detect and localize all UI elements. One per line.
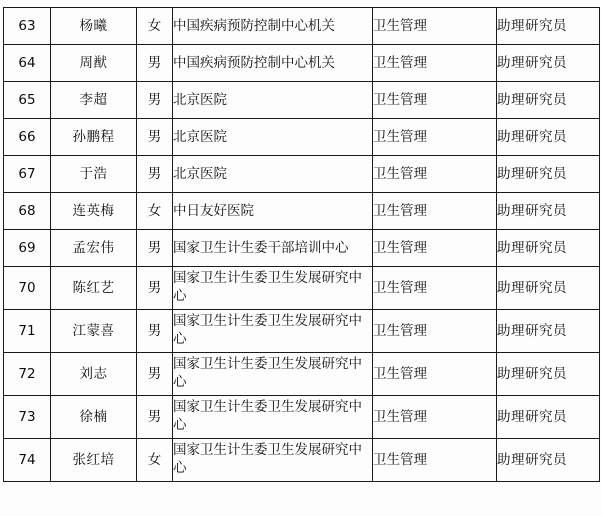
table-cell-category-text: 卫生管理 bbox=[373, 239, 427, 256]
table-cell-title bbox=[497, 396, 600, 439]
table-cell-name bbox=[51, 119, 137, 156]
table-cell-sex bbox=[137, 439, 173, 482]
table-cell-org-text: 北京医院 bbox=[173, 91, 227, 108]
table-cell-org-text: 中国疾病预防控制中心机关 bbox=[173, 54, 335, 71]
table-cell-sex-text: 男 bbox=[147, 408, 162, 425]
table-cell-no-text: 71 bbox=[18, 322, 36, 339]
table-cell-title bbox=[497, 8, 600, 45]
table-cell-name bbox=[51, 310, 137, 353]
table-cell-no bbox=[4, 82, 51, 119]
table-cell-category-text: 卫生管理 bbox=[373, 408, 427, 425]
table-cell-sex-text: 男 bbox=[147, 91, 162, 108]
table-cell-sex-text: 男 bbox=[147, 165, 162, 182]
table-cell-name-text: 于浩 bbox=[79, 165, 108, 182]
table-cell-category-text: 卫生管理 bbox=[373, 128, 427, 145]
table-cell-name-text: 周猷 bbox=[79, 54, 108, 71]
table-cell-no bbox=[4, 267, 51, 310]
table-cell-title-text: 助理研究员 bbox=[497, 365, 567, 382]
table-cell-org bbox=[173, 353, 373, 396]
table-cell-category-text: 卫生管理 bbox=[373, 54, 427, 71]
table-cell-no bbox=[4, 310, 51, 353]
document-page bbox=[0, 7, 602, 516]
table-row bbox=[4, 156, 600, 193]
table-cell-org-text: 国家卫生计生委卫生发展研究中心 bbox=[173, 313, 362, 347]
table-cell-org bbox=[173, 396, 373, 439]
table-cell-org-text: 中国疾病预防控制中心机关 bbox=[173, 17, 335, 34]
table-cell-sex bbox=[137, 193, 173, 230]
roster-table bbox=[3, 7, 600, 482]
table-cell-name-text: 张红培 bbox=[72, 451, 115, 468]
table-cell-org bbox=[173, 156, 373, 193]
table-cell-no-text: 70 bbox=[18, 279, 36, 296]
table-cell-org-text: 国家卫生计生委卫生发展研究中心 bbox=[173, 399, 362, 433]
table-cell-name bbox=[51, 230, 137, 267]
table-cell-category-text: 卫生管理 bbox=[373, 17, 427, 34]
table-cell-name bbox=[51, 396, 137, 439]
table-cell-no bbox=[4, 8, 51, 45]
table-row bbox=[4, 353, 600, 396]
table-cell-name bbox=[51, 156, 137, 193]
table-cell-name bbox=[51, 267, 137, 310]
table-cell-sex-text: 男 bbox=[147, 279, 162, 296]
table-cell-sex-text: 女 bbox=[147, 202, 162, 219]
table-cell-no-text: 69 bbox=[18, 239, 36, 256]
table-cell-sex bbox=[137, 45, 173, 82]
table-cell-category bbox=[373, 156, 497, 193]
table-cell-title-text: 助理研究员 bbox=[497, 322, 567, 339]
table-cell-title bbox=[497, 439, 600, 482]
table-cell-sex-text: 女 bbox=[147, 17, 162, 34]
table-cell-title bbox=[497, 156, 600, 193]
table-cell-sex bbox=[137, 119, 173, 156]
table-cell-org bbox=[173, 119, 373, 156]
table-cell-sex bbox=[137, 310, 173, 353]
table-cell-sex bbox=[137, 353, 173, 396]
table-cell-org bbox=[173, 230, 373, 267]
table-cell-category-text: 卫生管理 bbox=[373, 202, 427, 219]
table-cell-title-text: 助理研究员 bbox=[497, 279, 567, 296]
table-cell-no bbox=[4, 45, 51, 82]
table-cell-no-text: 63 bbox=[18, 17, 36, 34]
table-cell-category bbox=[373, 396, 497, 439]
table-cell-category bbox=[373, 353, 497, 396]
table-cell-sex bbox=[137, 82, 173, 119]
table-cell-category-text: 卫生管理 bbox=[373, 365, 427, 382]
table-cell-org-text: 中日友好医院 bbox=[173, 202, 254, 219]
table-cell-name bbox=[51, 45, 137, 82]
table-cell-name-text: 杨曦 bbox=[79, 17, 108, 34]
table-cell-org-text: 北京医院 bbox=[173, 128, 227, 145]
table-cell-org bbox=[173, 82, 373, 119]
roster-table-body bbox=[4, 8, 600, 482]
table-cell-org-text: 国家卫生计生委干部培训中心 bbox=[173, 239, 349, 256]
table-row bbox=[4, 439, 600, 482]
table-cell-name-text: 孟宏伟 bbox=[72, 239, 115, 256]
table-cell-title-text: 助理研究员 bbox=[497, 54, 567, 71]
table-cell-no-text: 65 bbox=[18, 91, 36, 108]
table-cell-category-text: 卫生管理 bbox=[373, 322, 427, 339]
table-row bbox=[4, 267, 600, 310]
table-cell-name-text: 陈红艺 bbox=[72, 279, 115, 296]
table-cell-sex-text: 男 bbox=[147, 322, 162, 339]
table-cell-no bbox=[4, 230, 51, 267]
table-cell-sex bbox=[137, 8, 173, 45]
table-cell-no-text: 66 bbox=[18, 128, 36, 145]
table-cell-title-text: 助理研究员 bbox=[497, 17, 567, 34]
table-cell-sex-text: 男 bbox=[147, 239, 162, 256]
table-cell-sex-text: 女 bbox=[147, 451, 162, 468]
table-cell-no-text: 72 bbox=[18, 365, 36, 382]
table-cell-org-text: 国家卫生计生委卫生发展研究中心 bbox=[173, 270, 362, 304]
table-cell-category-text: 卫生管理 bbox=[373, 279, 427, 296]
table-cell-org bbox=[173, 439, 373, 482]
table-cell-title bbox=[497, 193, 600, 230]
table-cell-name-text: 孙鹏程 bbox=[72, 128, 115, 145]
table-cell-org bbox=[173, 45, 373, 82]
table-cell-name bbox=[51, 353, 137, 396]
table-cell-org bbox=[173, 310, 373, 353]
table-cell-sex bbox=[137, 267, 173, 310]
table-cell-category bbox=[373, 8, 497, 45]
table-row bbox=[4, 8, 600, 45]
table-cell-name-text: 刘志 bbox=[79, 365, 108, 382]
table-cell-no bbox=[4, 193, 51, 230]
table-cell-category bbox=[373, 45, 497, 82]
table-cell-name-text: 徐楠 bbox=[79, 408, 108, 425]
table-cell-title bbox=[497, 119, 600, 156]
table-cell-org bbox=[173, 267, 373, 310]
table-row bbox=[4, 193, 600, 230]
table-cell-name-text: 李超 bbox=[79, 91, 108, 108]
table-cell-org-text: 国家卫生计生委卫生发展研究中心 bbox=[173, 442, 362, 476]
table-cell-no-text: 68 bbox=[18, 202, 36, 219]
table-cell-category bbox=[373, 439, 497, 482]
table-row bbox=[4, 82, 600, 119]
table-cell-title-text: 助理研究员 bbox=[497, 451, 567, 468]
table-cell-title-text: 助理研究员 bbox=[497, 408, 567, 425]
table-cell-org bbox=[173, 8, 373, 45]
table-cell-title bbox=[497, 82, 600, 119]
table-cell-category-text: 卫生管理 bbox=[373, 165, 427, 182]
table-cell-name-text: 连英梅 bbox=[72, 202, 115, 219]
table-cell-title-text: 助理研究员 bbox=[497, 128, 567, 145]
table-cell-title bbox=[497, 45, 600, 82]
table-cell-org-text: 国家卫生计生委卫生发展研究中心 bbox=[173, 356, 362, 390]
table-cell-no bbox=[4, 439, 51, 482]
table-cell-sex bbox=[137, 156, 173, 193]
table-cell-name bbox=[51, 8, 137, 45]
table-cell-title-text: 助理研究员 bbox=[497, 202, 567, 219]
table-cell-no bbox=[4, 353, 51, 396]
table-cell-category bbox=[373, 193, 497, 230]
table-row bbox=[4, 310, 600, 353]
table-cell-no-text: 74 bbox=[18, 451, 36, 468]
table-cell-no-text: 67 bbox=[18, 165, 36, 182]
table-cell-no bbox=[4, 396, 51, 439]
table-cell-category-text: 卫生管理 bbox=[373, 91, 427, 108]
table-cell-title bbox=[497, 353, 600, 396]
table-cell-category bbox=[373, 230, 497, 267]
table-cell-sex bbox=[137, 230, 173, 267]
table-cell-no-text: 64 bbox=[18, 54, 36, 71]
table-cell-name bbox=[51, 193, 137, 230]
table-cell-title-text: 助理研究员 bbox=[497, 165, 567, 182]
table-cell-category-text: 卫生管理 bbox=[373, 451, 427, 468]
table-cell-sex-text: 男 bbox=[147, 54, 162, 71]
table-cell-title bbox=[497, 267, 600, 310]
table-cell-name bbox=[51, 439, 137, 482]
table-row bbox=[4, 396, 600, 439]
table-cell-sex-text: 男 bbox=[147, 365, 162, 382]
table-cell-sex bbox=[137, 396, 173, 439]
table-cell-no bbox=[4, 119, 51, 156]
table-cell-name-text: 江蒙喜 bbox=[72, 322, 115, 339]
table-cell-title bbox=[497, 310, 600, 353]
table-cell-no bbox=[4, 156, 51, 193]
table-cell-title-text: 助理研究员 bbox=[497, 91, 567, 108]
table-cell-org-text: 北京医院 bbox=[173, 165, 227, 182]
table-cell-category bbox=[373, 310, 497, 353]
table-cell-category bbox=[373, 82, 497, 119]
table-cell-name bbox=[51, 82, 137, 119]
table-cell-org bbox=[173, 193, 373, 230]
table-cell-category bbox=[373, 267, 497, 310]
table-row bbox=[4, 230, 600, 267]
table-row bbox=[4, 119, 600, 156]
table-cell-category bbox=[373, 119, 497, 156]
table-cell-title-text: 助理研究员 bbox=[497, 239, 567, 256]
table-row bbox=[4, 45, 600, 82]
table-cell-title bbox=[497, 230, 600, 267]
table-cell-sex-text: 男 bbox=[147, 128, 162, 145]
table-cell-no-text: 73 bbox=[18, 408, 36, 425]
